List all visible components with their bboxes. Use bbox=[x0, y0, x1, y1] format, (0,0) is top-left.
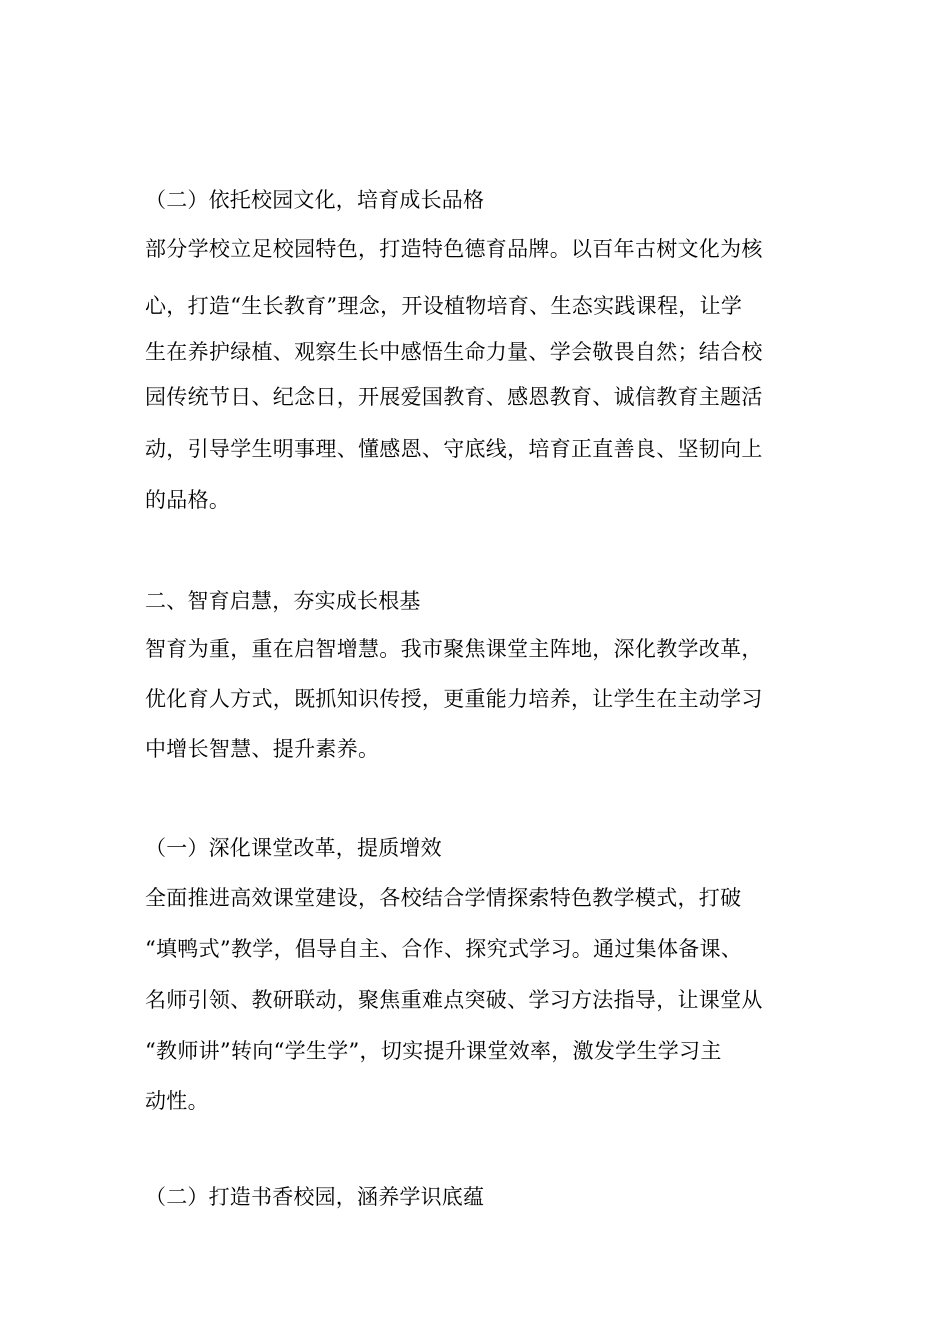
paragraph-line: 的品格。 bbox=[145, 488, 231, 512]
section-heading: （二）依托校园文化，培育成长品格 bbox=[145, 188, 485, 212]
paragraph-line: 心，打造“生长教育”理念，开设植物培育、生态实践课程，让学 bbox=[145, 294, 743, 318]
paragraph-line: 部分学校立足校园特色，打造特色德育品牌。以百年古树文化为核 bbox=[145, 237, 763, 261]
paragraph-line: 园传统节日、纪念日，开展爱国教育、感恩教育、诚信教育主题活 bbox=[145, 385, 763, 409]
paragraph-line: 生在养护绿植、观察生长中感悟生命力量、学会敬畏自然；结合校 bbox=[145, 340, 763, 364]
paragraph-line: “教师讲”转向“学生学”，切实提升课堂效率，激发学生学习主 bbox=[145, 1039, 722, 1063]
paragraph-line: 动，引导学生明事理、懂感恩、守底线，培育正直善良、坚韧向上 bbox=[145, 437, 763, 461]
paragraph-line: 中增长智慧、提升素养。 bbox=[145, 737, 380, 761]
section-heading: 二、智育启慧，夯实成长根基 bbox=[145, 589, 421, 613]
section-heading: （二）打造书香校园，涵养学识底蕴 bbox=[145, 1185, 485, 1209]
paragraph-line: 优化育人方式，既抓知识传授，更重能力培养，让学生在主动学习 bbox=[145, 687, 763, 711]
paragraph-line: 智育为重，重在启智增慧。我市聚焦课堂主阵地，深化教学改革， bbox=[145, 637, 763, 661]
paragraph-line: 动性。 bbox=[145, 1089, 209, 1113]
section-heading: （一）深化课堂改革，提质增效 bbox=[145, 836, 442, 860]
paragraph-line: 名师引领、教研联动，聚焦重难点突破、学习方法指导，让课堂从 bbox=[145, 988, 763, 1012]
paragraph-line: “填鸭式”教学，倡导自主、合作、探究式学习。通过集体备课、 bbox=[145, 937, 743, 961]
paragraph-line: 全面推进高效课堂建设，各校结合学情探索特色教学模式，打破 bbox=[145, 886, 742, 910]
